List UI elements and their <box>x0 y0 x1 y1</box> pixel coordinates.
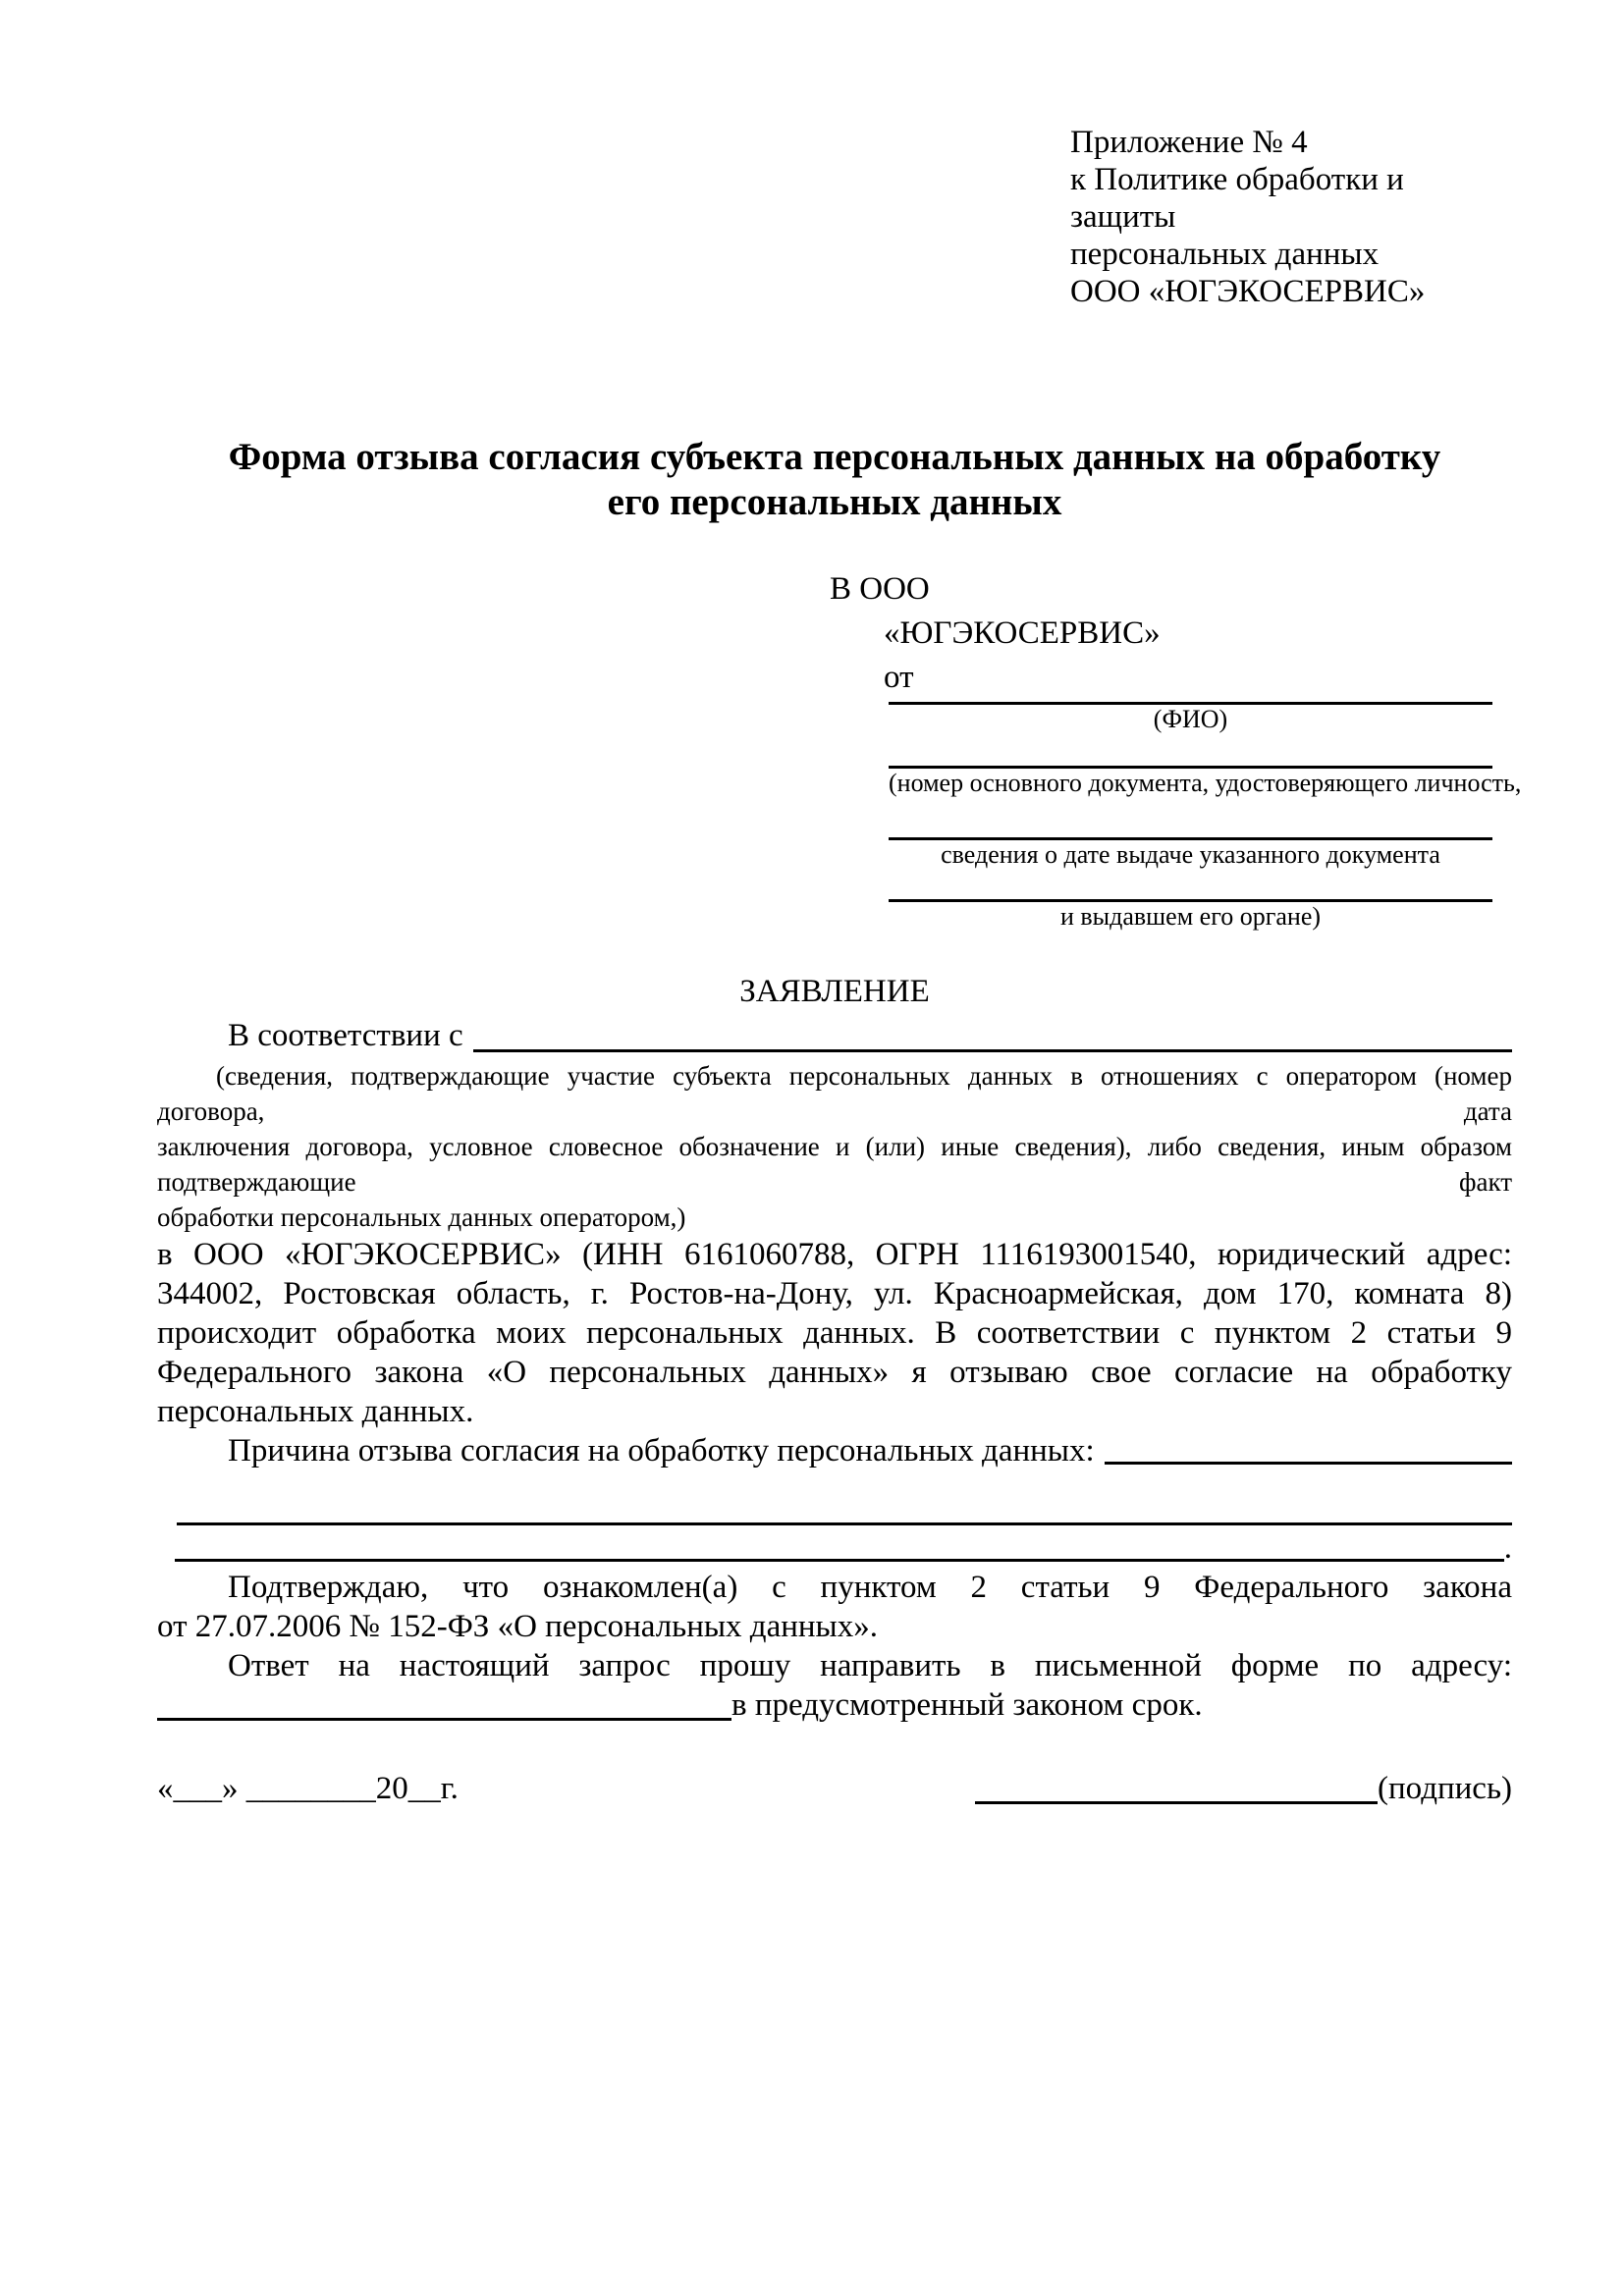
document-title-line: Форма отзыва согласия субъекта персональных данных на обработку <box>228 436 1441 478</box>
reason-input-line[interactable] <box>1105 1431 1512 1465</box>
confirm-line: от 27.07.2006 № 152-ФЗ «О персональных данных». <box>157 1609 878 1644</box>
issuing-authority-field <box>889 870 1492 932</box>
small-print-line: обработки персональных данных оператором,) <box>157 1202 686 1232</box>
date-input-blank[interactable]: «___» ________20__г. <box>157 1771 459 1806</box>
fio-caption: (ФИО) <box>1153 705 1228 733</box>
reason-extra-input-line-1[interactable] <box>177 1496 1512 1525</box>
small-print-line: (сведения, подтверждающие участие субъекта персональных данных в отношениях с оператором (номер договора, дата <box>157 1061 1512 1126</box>
body-line: персональных данных. <box>157 1394 474 1429</box>
appendix-line: персональных данных <box>1070 237 1380 272</box>
reason-label: Причина отзыва согласия на обработку персональных данных: <box>228 1433 1095 1468</box>
document-title <box>157 435 1512 525</box>
issue-date-field <box>889 798 1492 870</box>
reason-extra-input-line-2[interactable] <box>175 1528 1504 1562</box>
issue-date-caption: сведения о дате выдаче указанного документа <box>941 840 1440 869</box>
response-paragraph <box>157 1646 1512 1725</box>
confirm-line: Подтверждаю, что ознакомлен(а) с пунктом 2 статьи 9 Федерального закона <box>228 1570 1512 1605</box>
body-line: в ООО «ЮГЭКОСЕРВИС» (ИНН 6161060788, ОГРН 1116193001540, юридический адрес: <box>157 1237 1512 1272</box>
addressee-from-label: от <box>884 660 914 695</box>
confirm-paragraph <box>157 1568 1512 1646</box>
small-print-note <box>157 1058 1512 1235</box>
document-number-caption: (номер основного документа, удостоверяющего личность, <box>889 769 1522 797</box>
appendix-line: к Политике обработки и защиты <box>1070 162 1404 235</box>
body-line: 344002, Ростовская область, г. Ростов-на-Дону, ул. Красноармейская, дом 170, комната 8) <box>157 1276 1512 1311</box>
accordance-input-line[interactable] <box>473 1014 1512 1052</box>
addressee-org-name: «ЮГЭКОСЕРВИС» <box>884 615 1161 651</box>
accordance-row <box>157 1014 1512 1058</box>
small-print-line: заключения договора, условное словесное обозначение и (или) иные сведения), либо сведения, иным образом подтверждающие факт <box>157 1132 1512 1197</box>
address-input-line[interactable] <box>157 1685 731 1721</box>
appendix-header <box>1070 124 1512 310</box>
spacer <box>157 1470 1512 1496</box>
response-label: Ответ на настоящий запрос прошу направить в письменной форме по адресу: <box>228 1648 1512 1683</box>
response-suffix: в предусмотренный законом срок. <box>731 1687 1203 1723</box>
document-number-input-line[interactable] <box>889 734 1492 769</box>
body-line: происходит обработка моих персональных данных. В соответствии с пунктом 2 статьи 9 <box>157 1315 1512 1351</box>
document-title-line: его персональных данных <box>607 481 1062 523</box>
document-number-field <box>889 734 1522 798</box>
signature-group <box>975 1769 1512 1808</box>
signature-input-line[interactable] <box>975 1769 1378 1804</box>
addressee-block <box>157 567 1522 932</box>
reason-extra-row-2 <box>157 1528 1512 1568</box>
response-address-row <box>157 1685 1512 1725</box>
addressee-org-prefix: В ООО <box>830 571 930 607</box>
appendix-line: ООО «ЮГЭКОСЕРВИС» <box>1070 274 1426 309</box>
signature-row <box>157 1769 1512 1808</box>
body-line: Федерального закона «О персональных данных» я отзываю свое согласие на обработку <box>157 1355 1512 1390</box>
body-paragraph <box>157 1235 1512 1431</box>
appendix-line: Приложение № 4 <box>1070 125 1308 160</box>
reason-row <box>157 1431 1512 1470</box>
fio-field <box>889 700 1492 734</box>
signature-caption: (подпись) <box>1378 1771 1512 1806</box>
statement-heading: ЗАЯВЛЕНИЕ <box>739 974 930 1009</box>
issue-date-input-line[interactable] <box>889 798 1492 840</box>
issuing-authority-caption: и выдавшем его органе) <box>1059 902 1322 931</box>
issuing-authority-input-line[interactable] <box>889 870 1492 902</box>
accordance-label: В соответствии с <box>228 1018 463 1053</box>
line-end-period: . <box>1503 1530 1512 1566</box>
